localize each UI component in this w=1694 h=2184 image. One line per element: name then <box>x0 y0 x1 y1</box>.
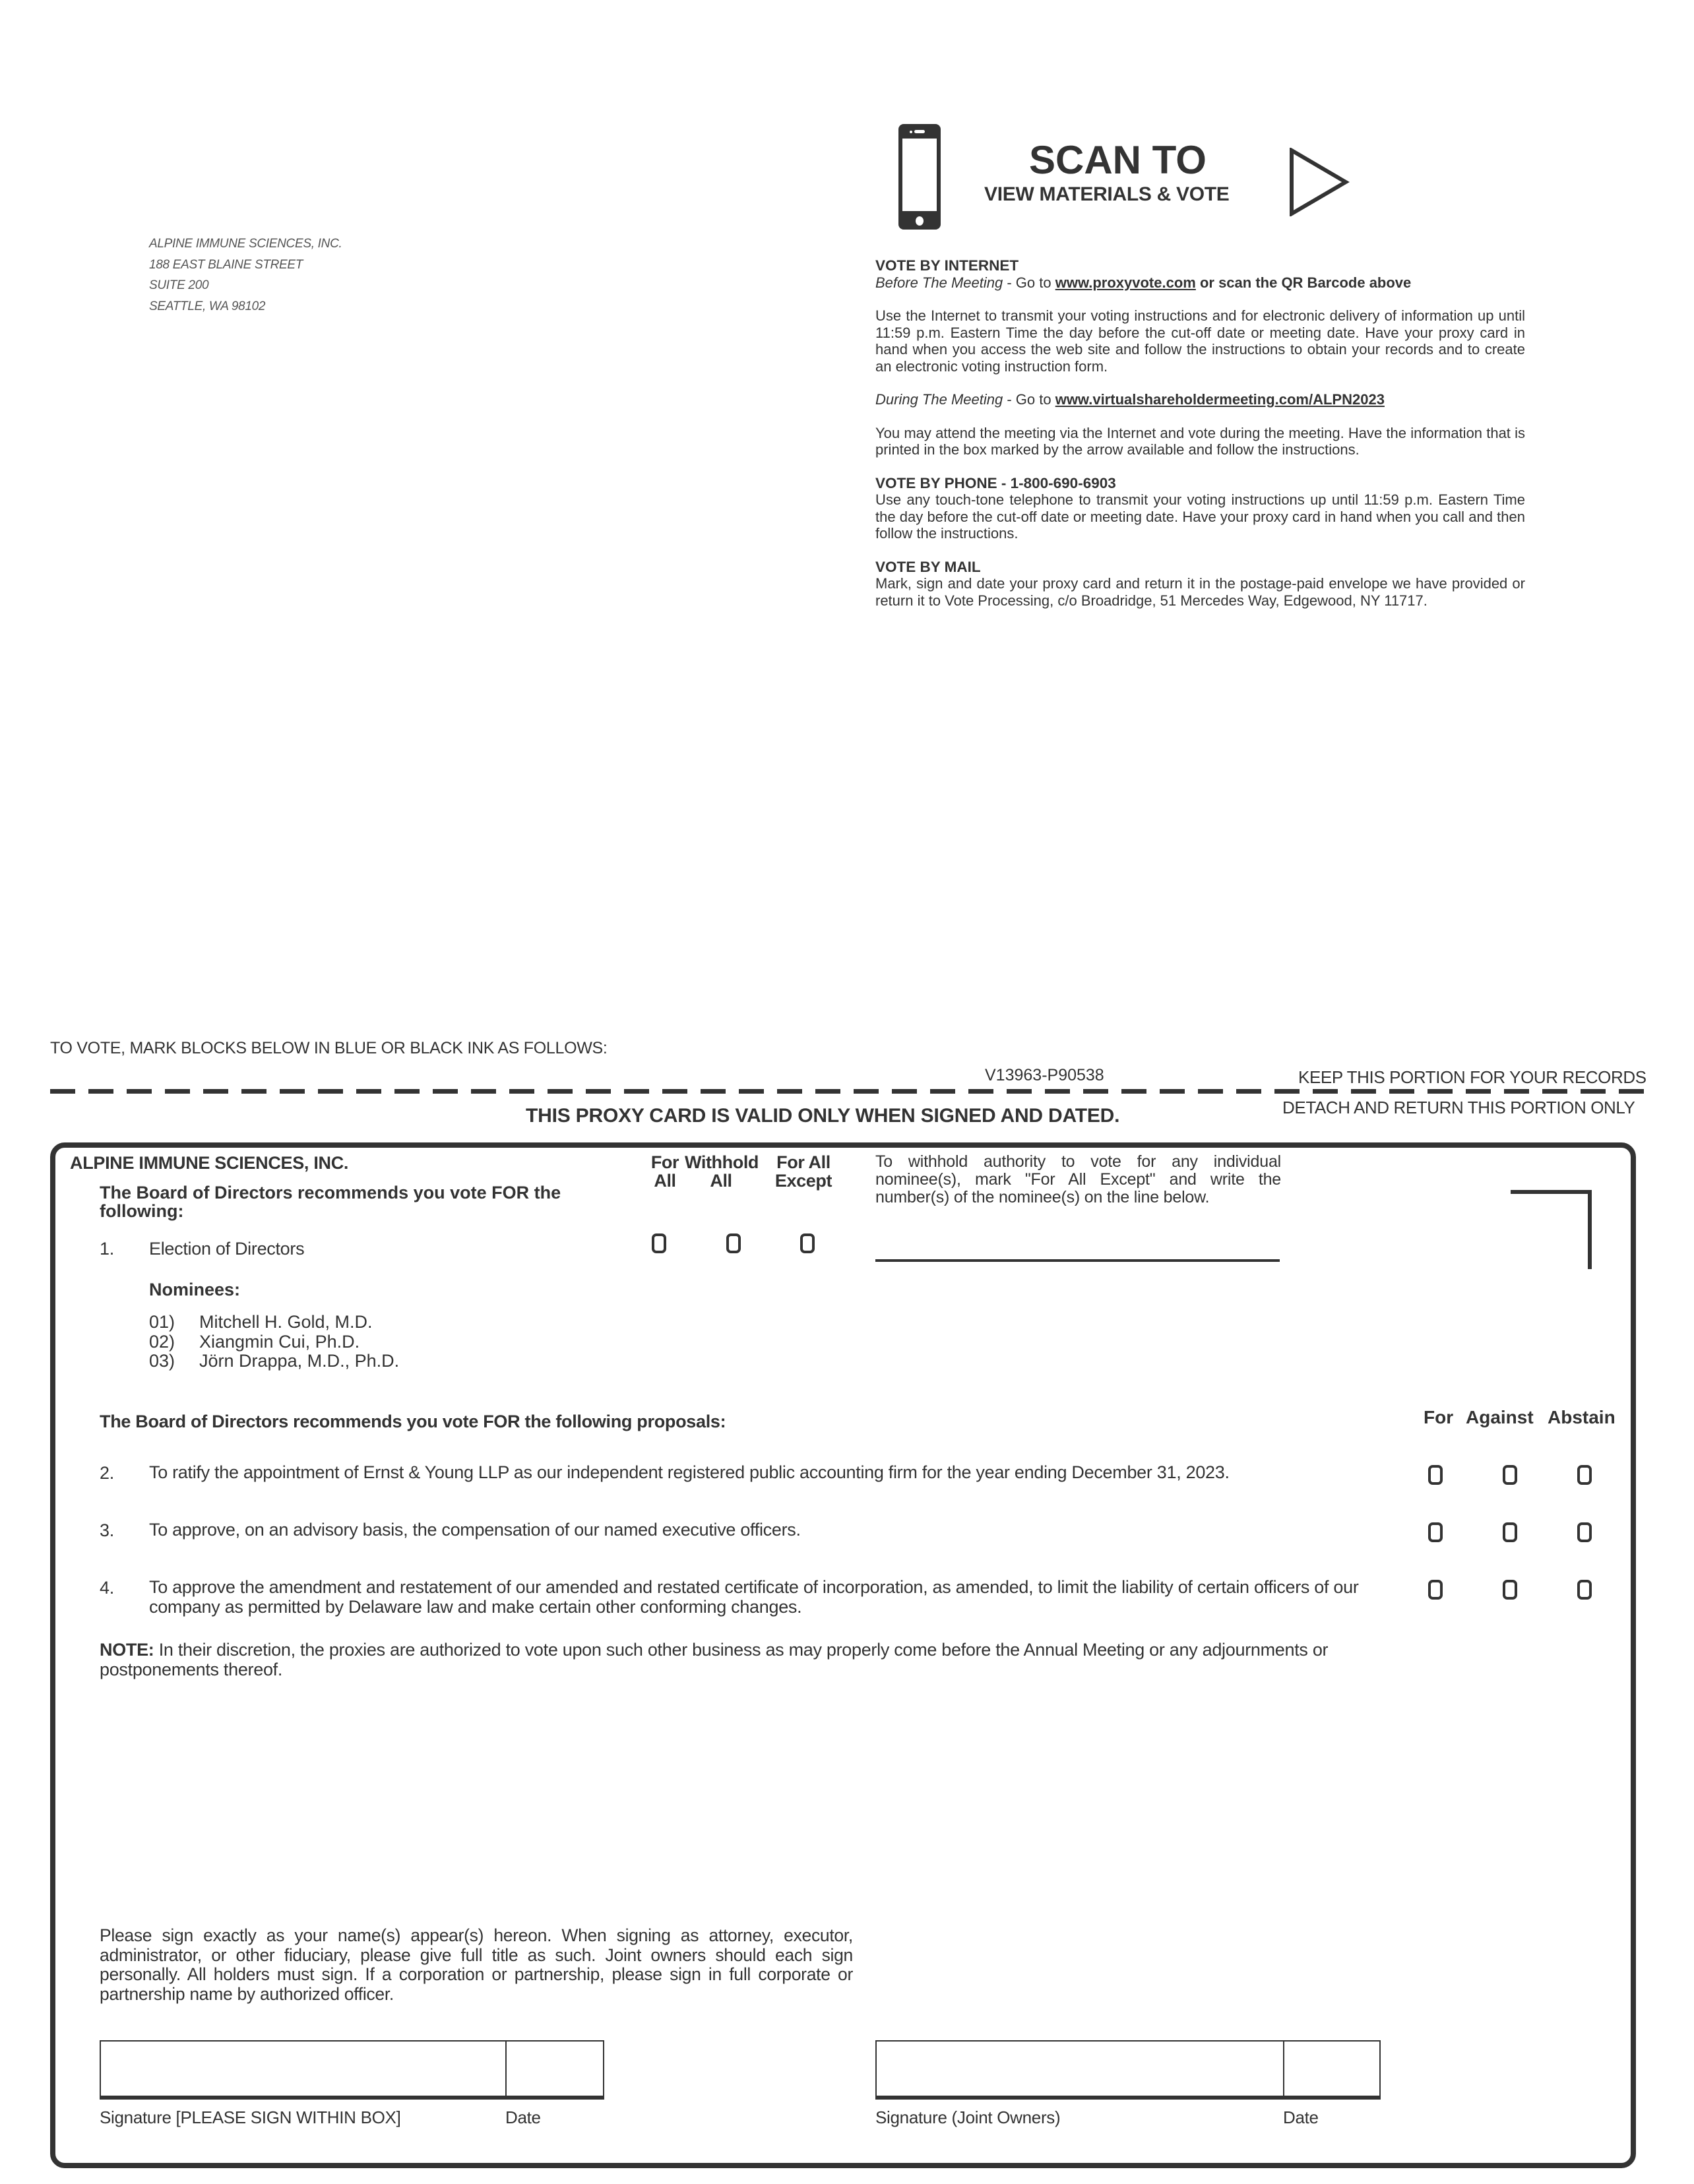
nominee-name: Xiangmin Cui, Ph.D. <box>199 1331 360 1352</box>
date-box[interactable] <box>505 2040 604 2100</box>
nominee-item <box>149 1352 399 1371</box>
proposal-text: To approve, on an advisory basis, the compensation of our named executive officers. <box>149 1520 801 1540</box>
checkbox-proposal2-abstain[interactable] <box>1577 1465 1592 1485</box>
voting-instructions <box>875 257 1525 609</box>
col-abstain: Abstain <box>1548 1407 1616 1427</box>
control-number: V13963-P90538 <box>985 1066 1104 1084</box>
col-for-all <box>646 1153 683 1190</box>
item-number: 1. <box>100 1239 114 1259</box>
col-against: Against <box>1466 1407 1534 1427</box>
joint-signature-label: Signature (Joint Owners) <box>875 2107 1061 2127</box>
nominee-item <box>149 1332 399 1352</box>
checkbox-proposal3-for[interactable] <box>1428 1522 1443 1542</box>
col-withhold-all <box>685 1153 757 1190</box>
nominee-item <box>149 1313 399 1332</box>
internet-body: Use the Internet to transmit your voting instructions and for electronic delivery of information up until 11:59 p.m. Eastern Time the day before the cut-off date or meeting date. Have your proxy card in hand when you access the web site and follow the instructions to obtain your records and to create an electronic voting instruction form. <box>875 307 1525 375</box>
col-label: All <box>710 1171 732 1191</box>
proposal-text: To ratify the appointment of Ernst & Young LLP as our independent registered public accounting firm for the year ending December 31, 2023. <box>149 1462 1230 1482</box>
ink-instruction: TO VOTE, MARK BLOCKS BELOW IN BLUE OR BLACK INK AS FOLLOWS: <box>50 1039 608 1057</box>
col-label: Except <box>774 1171 832 1191</box>
virtual-meeting-link[interactable]: www.virtualshareholdermeeting.com/ALPN2023 <box>1055 391 1385 408</box>
col-for: For <box>1424 1407 1454 1427</box>
play-triangle-icon <box>1289 148 1350 216</box>
nominee-number: 02) <box>149 1331 175 1352</box>
col-label: For All <box>776 1152 831 1172</box>
checkbox-for-all[interactable] <box>652 1233 666 1253</box>
note-text <box>100 1640 1389 1679</box>
date-label: Date <box>505 2107 541 2127</box>
nominee-exception-line[interactable] <box>875 1259 1280 1262</box>
address-line: 188 EAST BLAINE STREET <box>149 257 303 272</box>
valid-notice: THIS PROXY CARD IS VALID ONLY WHEN SIGNED AND DATED. <box>526 1105 1120 1127</box>
before-meeting-label: Before The Meeting <box>875 274 1003 291</box>
col-for-all-except <box>770 1153 836 1190</box>
proxyvote-link[interactable]: www.proxyvote.com <box>1055 274 1196 291</box>
vote-mail-body: Mark, sign and date your proxy card and return it in the postage-paid envelope we have provided or return it to Vote Processing, c/o Broadridge, 51 Mercedes Way, Edgewood, NY 11717. <box>875 575 1525 609</box>
scan-subtitle: VIEW MATERIALS & VOTE <box>984 183 1230 205</box>
nominee-number: 01) <box>149 1312 175 1332</box>
col-label: For <box>650 1152 679 1172</box>
goto-text: - Go to <box>1003 274 1055 291</box>
during-meeting-label: During The Meeting <box>875 391 1003 408</box>
during-meeting-body: You may attend the meeting via the Internet and vote during the meeting. Have the information that is printed in the box marked by the arrow available and follow the instructions. <box>875 424 1525 458</box>
note-label: NOTE: <box>100 1640 154 1660</box>
nominee-name: Mitchell H. Gold, M.D. <box>199 1312 373 1332</box>
keep-portion-label: KEEP THIS PORTION FOR YOUR RECORDS <box>1298 1067 1647 1087</box>
detach-line <box>50 1089 1644 1094</box>
smartphone-icon <box>898 124 941 230</box>
nominee-list <box>149 1313 399 1371</box>
checkbox-proposal3-abstain[interactable] <box>1577 1522 1592 1542</box>
vote-mail-heading: VOTE BY MAIL <box>875 558 981 575</box>
goto-text: - Go to <box>1003 391 1055 408</box>
note-body: In their discretion, the proxies are authorized to vote upon such other business as may properly come before the Annual Meeting or any adjournments or postponements thereof. <box>100 1640 1329 1679</box>
checkbox-proposal4-abstain[interactable] <box>1577 1580 1592 1600</box>
nominee-number: 03) <box>149 1351 175 1371</box>
vote-phone-body: Use any touch-tone telephone to transmit your voting instructions up until 11:59 p.m. Eastern Time the day before the cut-off date or meeting date. Have your proxy card in hand when you call and then follow the instructions. <box>875 491 1525 542</box>
col-label: Withhold <box>685 1152 759 1172</box>
checkbox-proposal2-for[interactable] <box>1428 1465 1443 1485</box>
proposal-number: 4. <box>100 1578 114 1598</box>
board-recommendation-proposals: The Board of Directors recommends you vote FOR the following proposals: <box>100 1412 726 1431</box>
return-address <box>149 234 342 317</box>
checkbox-for-all-except[interactable] <box>800 1233 815 1253</box>
card-company-name: ALPINE IMMUNE SCIENCES, INC. <box>70 1153 349 1173</box>
joint-signature-box[interactable] <box>875 2040 1284 2100</box>
checkbox-proposal4-against[interactable] <box>1503 1580 1517 1600</box>
address-line: ALPINE IMMUNE SCIENCES, INC. <box>149 237 342 251</box>
joint-date-box[interactable] <box>1283 2040 1381 2100</box>
joint-date-label: Date <box>1283 2107 1319 2127</box>
col-label: All <box>654 1171 676 1191</box>
checkbox-proposal3-against[interactable] <box>1503 1522 1517 1542</box>
scan-title: SCAN TO <box>1029 138 1207 182</box>
signature-box[interactable] <box>100 2040 507 2100</box>
board-recommendation-directors: The Board of Directors recommends you vote FOR the following: <box>100 1183 561 1221</box>
before-meeting-line <box>875 274 1525 292</box>
corner-mark <box>1511 1190 1592 1194</box>
proposal-number: 2. <box>100 1463 114 1483</box>
checkbox-withhold-all[interactable] <box>726 1233 741 1253</box>
proposal-number: 3. <box>100 1520 114 1540</box>
detach-return-label: DETACH AND RETURN THIS PORTION ONLY <box>1282 1098 1635 1117</box>
checkbox-proposal4-for[interactable] <box>1428 1580 1443 1600</box>
nominees-heading: Nominees: <box>149 1280 241 1299</box>
checkbox-proposal2-against[interactable] <box>1503 1465 1517 1485</box>
vote-internet-heading: VOTE BY INTERNET <box>875 257 1019 274</box>
item-text: Election of Directors <box>149 1239 305 1259</box>
address-line: SEATTLE, WA 98102 <box>149 299 266 313</box>
qr-text: or scan the QR Barcode above <box>1195 274 1412 291</box>
address-line: SUITE 200 <box>149 278 209 292</box>
signature-label: Signature [PLEASE SIGN WITHIN BOX] <box>100 2107 401 2127</box>
corner-mark <box>1588 1190 1592 1269</box>
withhold-instructions: To withhold authority to vote for any individual nominee(s), mark "For All Except" and write the number(s) of the nominee(s) on the line below. <box>875 1152 1281 1206</box>
sign-instructions: Please sign exactly as your name(s) appear(s) hereon. When signing as attorney, executor, administrator, or other fiduciary, please give full title as such. Joint owners should each sign personally. All holders must sign. If a corporation or partnership, please sign in full corporate or partnership name by authorized officer. <box>100 1925 853 2004</box>
during-meeting-line <box>875 391 1525 408</box>
nominee-name: Jörn Drappa, M.D., Ph.D. <box>199 1351 400 1371</box>
vote-phone-heading: VOTE BY PHONE - 1-800-690-6903 <box>875 474 1116 491</box>
proposal-text: To approve the amendment and restatement of our amended and restated certificate of incorporation, as amended, to limit the liability of certain officers of our company as permitted by Delaware law and make certain other conforming changes. <box>149 1577 1359 1617</box>
